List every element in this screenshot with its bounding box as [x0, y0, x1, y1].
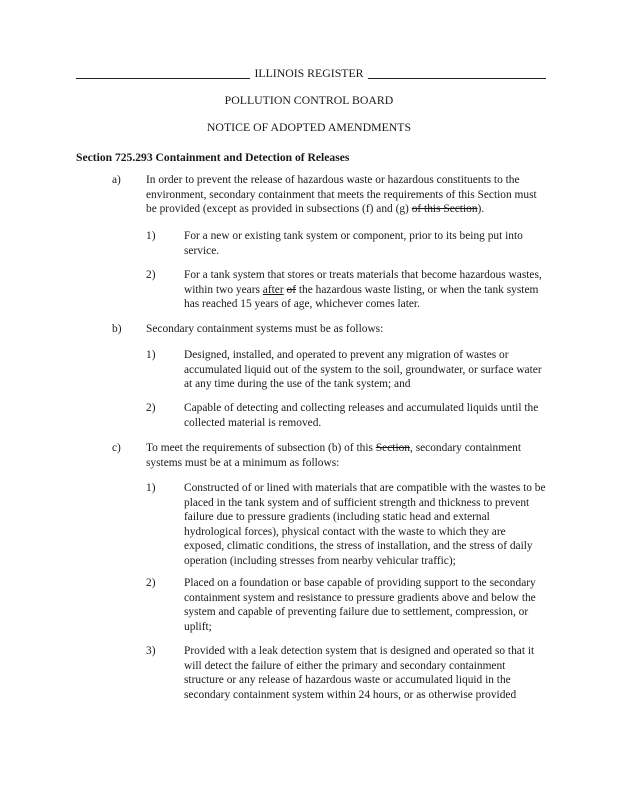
item-a2-text: [184, 268, 546, 312]
item-a1-text: For a new or existing tank system or component, prior to its being put into service.: [184, 230, 523, 257]
subsection-a-text-end: ).: [477, 203, 485, 216]
subsection-a-strikethrough: of this Section: [411, 203, 478, 216]
item-a2-deleted: of: [286, 283, 297, 296]
register-title: [250, 67, 368, 80]
item-a2-text-end: the hazardous waste listing, or when the tank system has reached 15 years of age, whichever comes later.: [184, 283, 539, 311]
item-b2-text: Capable of detecting and collecting releases and accumulated liquids until the collected material is removed.: [184, 402, 539, 429]
item-b1-text: Designed, installed, and operated to prevent any migration of wastes or accumulated liquid out of the system to the soil, groundwater, or surface water at any time during the use of the tank system; and: [184, 349, 542, 391]
item-a2-text-main: For a tank system that stores or treats materials that become hazardous wastes, within two years: [184, 269, 542, 296]
subsection-b-text: Secondary containment systems must be as follows:: [146, 323, 384, 335]
item-a1-label: 1): [146, 230, 156, 242]
register-title-text: ILLINOIS REGISTER: [254, 66, 364, 80]
subsection-c-strikethrough: Section: [375, 442, 410, 454]
subsection-c-text-end: , secondary containment systems must be at a minimum as follows:: [146, 442, 522, 469]
header-rule-right: [368, 78, 546, 79]
item-c2-text: Placed on a foundation or base capable of providing support to the secondary containment system and resistance to pressure gradients above and below the system and capable of preventing failure due to settlement, compression, or uplift;: [184, 577, 536, 633]
subsection-a-text: [146, 173, 546, 217]
header-rule-left: [76, 78, 250, 79]
section-title: Section 725.293 Containment and Detection of Releases: [76, 151, 350, 164]
subsection-a-text-main: In order to prevent the release of hazardous waste or hazardous constituents to the environment, secondary containment that meets the requirements of this Section must be provided (except as provided in subsections (f) and (g): [146, 174, 537, 216]
notice-title: NOTICE OF ADOPTED AMENDMENTS: [206, 120, 412, 134]
board-title: POLLUTION CONTROL BOARD: [224, 93, 394, 107]
subsection-c-text-main: To meet the requirements of subsection (b) of this: [146, 442, 373, 454]
subsection-c-label: c): [112, 442, 121, 454]
item-c3-label: 3): [146, 645, 156, 657]
item-a2-label: 2): [146, 269, 156, 281]
item-c1-text: Constructed of or lined with materials that are compatible with the wastes to be placed in the tank system and of sufficient strength and thickness to prevent failure due to pressure gradients (including static head and external hydrological forces), physical contact with the waste to which they are exposed, climatic conditions, the stress of installation, and the stress of daily operation (including stresses from nearby vehicular traffic);: [184, 482, 546, 567]
item-a2-inserted: after: [262, 283, 284, 296]
subsection-a-label: a): [112, 174, 121, 186]
item-c2-label: 2): [146, 577, 156, 589]
subsection-b-label: b): [112, 323, 122, 335]
item-c3-text: Provided with a leak detection system that is designed and operated so that it will detect the failure of either the primary and secondary containment structure or any release of hazardous waste or accumulated liquid in the secondary containment system within 24 hours, or as otherwise provided: [184, 645, 535, 701]
item-b2-label: 2): [146, 402, 156, 414]
item-b1-label: 1): [146, 349, 156, 361]
subsection-c-text: [146, 441, 546, 470]
item-c1-label: 1): [146, 482, 156, 494]
